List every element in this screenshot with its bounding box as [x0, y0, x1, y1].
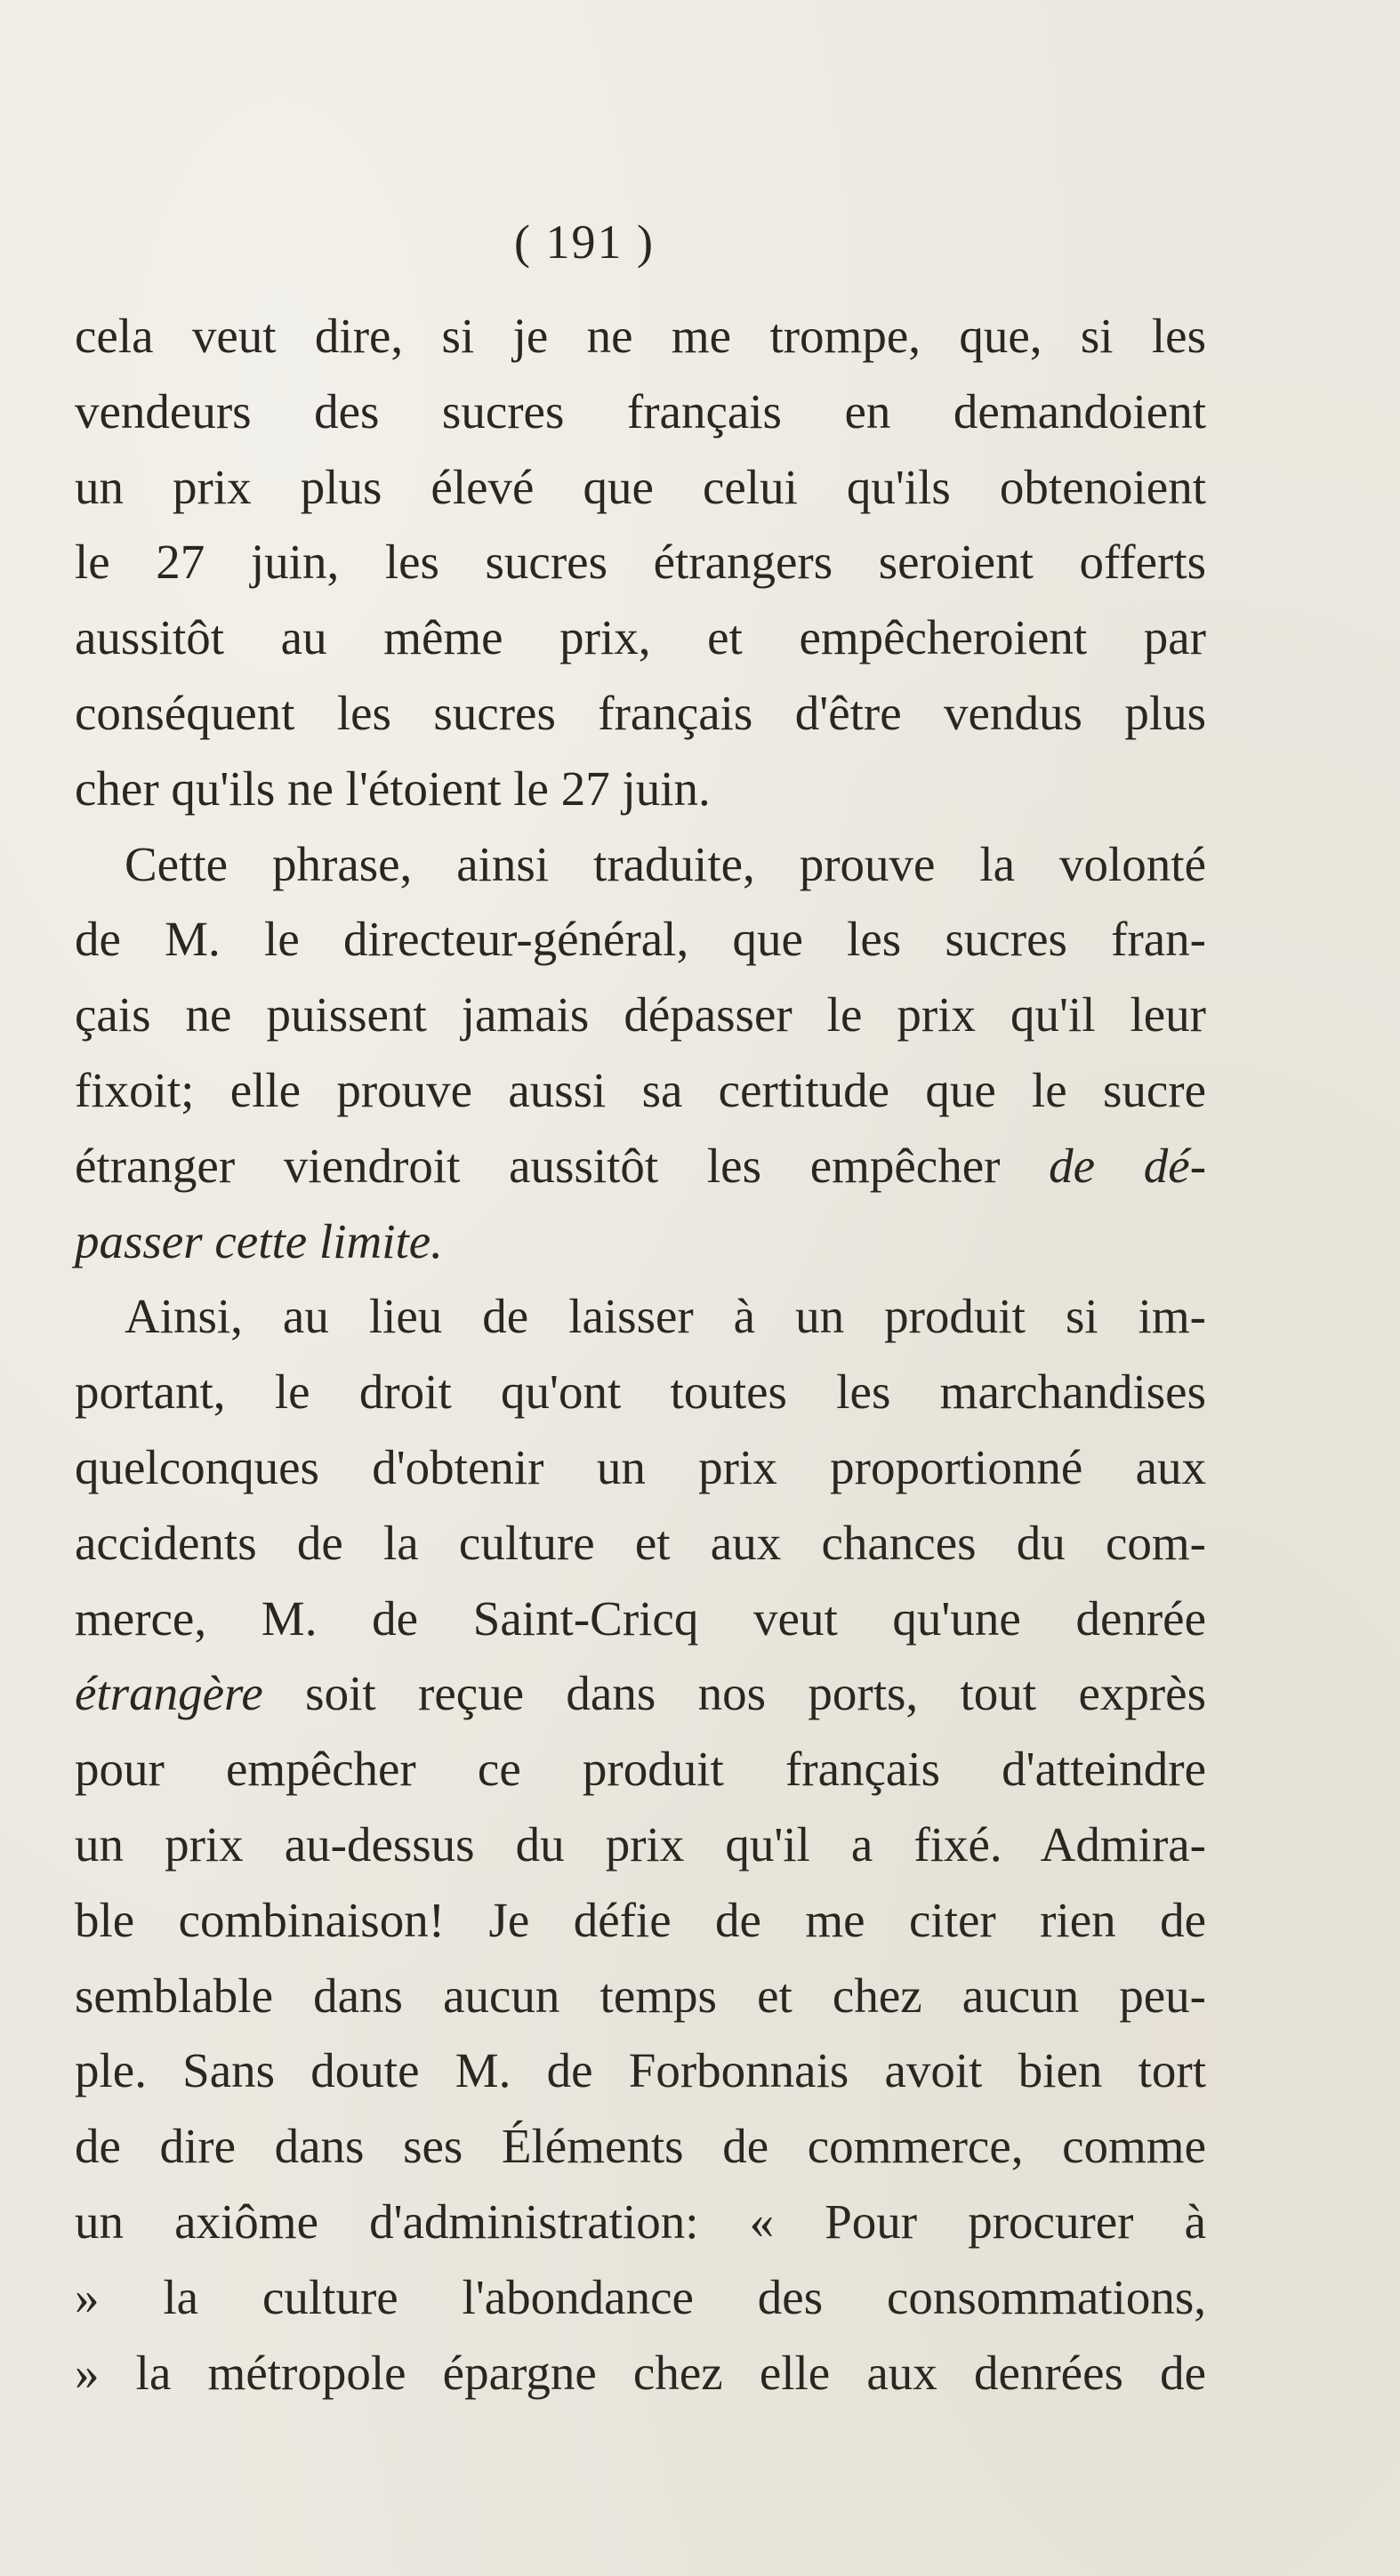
- text-line: conséquent les sucres français d'être vendus plus: [75, 685, 1206, 740]
- italic-segment: de dé-: [1049, 1138, 1207, 1193]
- text-line-mixed: [75, 1129, 1206, 1204]
- italic-segment: étrangère: [75, 1666, 263, 1721]
- text-segment: étranger viendroit aussitôt les empêcher: [75, 1138, 1001, 1193]
- text-segment: soit reçue dans nos ports, tout exprès: [305, 1666, 1206, 1721]
- text-line: çais ne puissent jamais dépasser le prix qu'il leur: [75, 987, 1206, 1042]
- text-line: Ainsi, au lieu de laisser à un produit si im-: [125, 1289, 1206, 1344]
- text-line: merce, M. de Saint-Cricq veut qu'une denrée: [75, 1590, 1206, 1646]
- text-line: aussitôt au même prix, et empêcheroient par: [75, 610, 1206, 665]
- text-line: » la métropole épargne chez elle aux denrées de: [75, 2345, 1206, 2400]
- text-line: semblable dans aucun temps et chez aucun peu-: [75, 1968, 1206, 2023]
- text-line: de dire dans ses Éléments de commerce, comme: [75, 2119, 1206, 2174]
- text-line: Cette phrase, ainsi traduite, prouve la volonté: [125, 836, 1206, 891]
- text-line: ple. Sans doute M. de Forbonnais avoit bien tort: [75, 2043, 1206, 2098]
- text-line-italic: [75, 1204, 1206, 1280]
- text-line: portant, le droit qu'ont toutes les marchandises: [75, 1364, 1206, 1420]
- text-line: pour empêcher ce produit français d'atteindre: [75, 1742, 1206, 1797]
- text-line: cela veut dire, si je ne me trompe, que, si les: [75, 309, 1206, 363]
- text-line: accidents de la culture et aux chances du com-: [75, 1515, 1206, 1570]
- text-line: vendeurs des sucres français en demandoient: [75, 383, 1206, 439]
- text-line: ble combinaison! Je défie de me citer rien de: [75, 1892, 1206, 1947]
- text-line: un prix au-dessus du prix qu'il a fixé. Admira-: [75, 1816, 1206, 1872]
- text-line-mixed: [75, 1656, 1206, 1732]
- text-line: cher qu'ils ne l'étoient le 27 juin.: [75, 761, 711, 816]
- body-text: [75, 299, 1206, 2411]
- text-line: un prix plus élevé que celui qu'ils obtenoient: [75, 459, 1206, 514]
- text-line: un axiôme d'administration: « Pour procurer à: [75, 2194, 1206, 2249]
- text-line: de M. le directeur-général, que les sucres fran-: [75, 912, 1206, 967]
- italic-segment: passer cette limite.: [75, 1213, 443, 1268]
- text-line: quelconques d'obtenir un prix proportionné aux: [75, 1439, 1206, 1494]
- text-line: » la culture l'abondance des consommations,: [75, 2269, 1206, 2324]
- page-number: ( 191 ): [514, 215, 655, 269]
- text-line: le 27 juin, les sucres étrangers seroient offerts: [75, 535, 1206, 590]
- text-line: fixoit; elle prouve aussi sa certitude que le sucre: [75, 1062, 1206, 1117]
